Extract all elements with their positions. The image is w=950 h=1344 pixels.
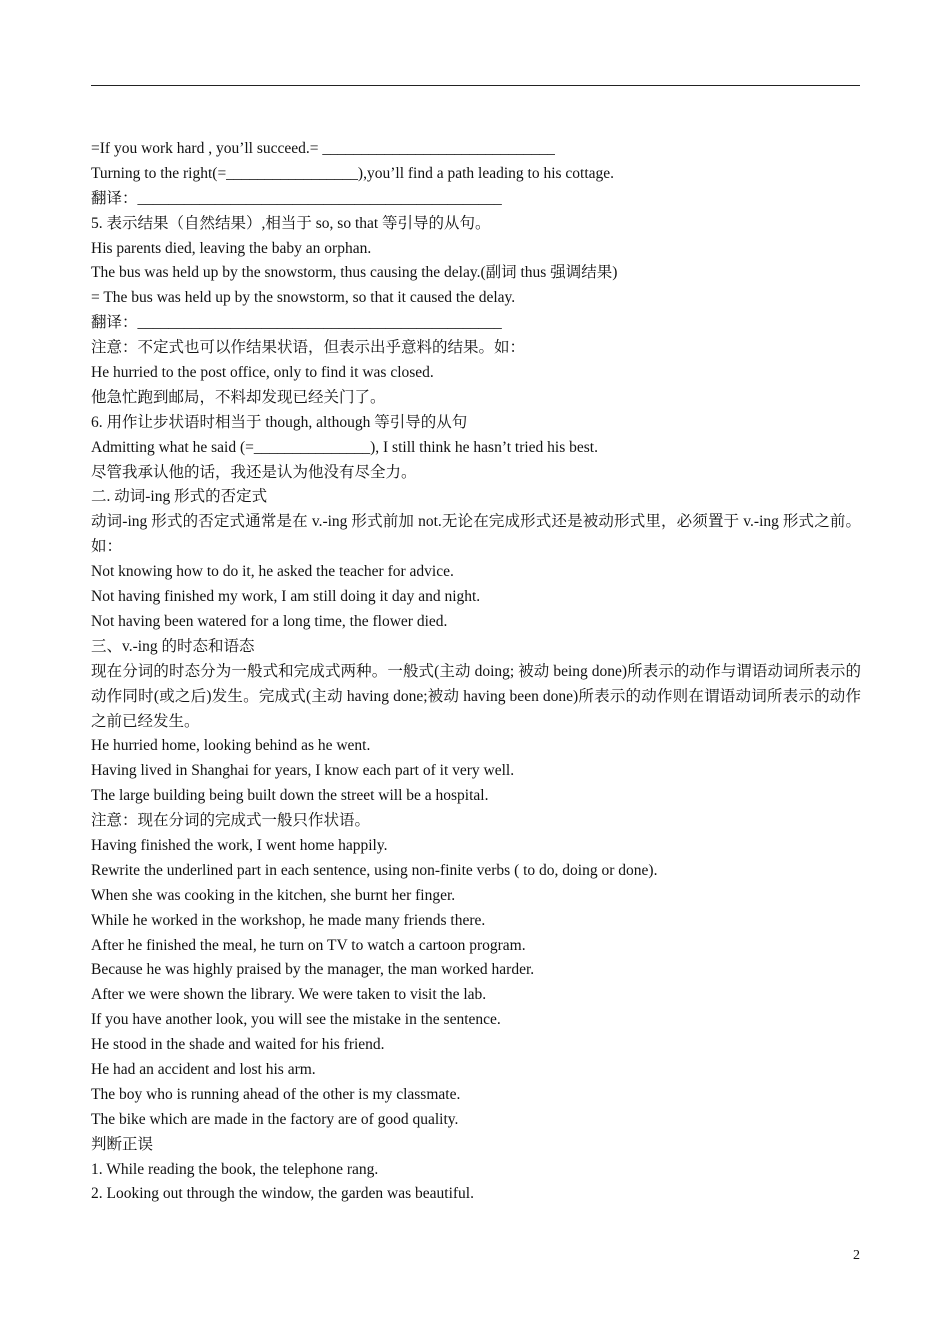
exercise-item: After we were shown the library. We were taken to visit the lab. xyxy=(91,986,487,1004)
text-line: He hurried to the post office, only to find it was closed. xyxy=(91,364,434,382)
text-line: He hurried home, looking behind as he went. xyxy=(91,737,371,755)
text-line: Not having been watered for a long time, the flower died. xyxy=(91,612,448,630)
paragraph: 现在分词的时态分为一般式和完成式两种。一般式(主动 doing; 被动 being done)所表示的动作与谓语动词所表示的动作同时(或之后)发生。完成式(主动 having done;被动 having been done)所表示的动作则在谓语动词所表示的动作之前已经发生。 xyxy=(91,662,861,730)
exercise-item: When she was cooking in the kitchen, she burnt her finger. xyxy=(91,886,456,904)
text-line: Admitting what he said (=_______________), I still think he hasn’t tried his best. xyxy=(91,438,598,456)
document-body xyxy=(91,137,861,1207)
text-line: The bus was held up by the snowstorm, thus causing the delay.(副词 thus 强调结果) xyxy=(91,264,618,282)
text-line: Turning to the right(=_________________),you’ll find a path leading to his cottage. xyxy=(91,164,615,182)
text-line: Having lived in Shanghai for years, I know each part of it very well. xyxy=(91,762,515,780)
exercise-item: If you have another look, you will see the mistake in the sentence. xyxy=(91,1011,501,1029)
note-line: 注意：不定式也可以作结果状语，但表示出乎意料的结果。如： xyxy=(91,339,526,357)
text-line: 翻译：_______________________________________________ xyxy=(91,314,502,332)
text-line: 尽管我承认他的话，我还是认为他没有尽全力。 xyxy=(91,463,417,481)
section-heading: 三、v.-ing 的时态和语态 xyxy=(91,637,255,655)
section-heading: 二. 动词-ing 形式的否定式 xyxy=(91,488,268,506)
header-rule xyxy=(91,85,860,86)
exercise-item: 1. While reading the book, the telephone rang. xyxy=(91,1160,379,1178)
text-line: The large building being built down the street will be a hospital. xyxy=(91,787,489,805)
section-heading: 6. 用作让步状语时相当于 though, although 等引导的从句 xyxy=(91,413,468,431)
section-heading: 5. 表示结果（自然结果）,相当于 so, so that 等引导的从句。 xyxy=(91,214,491,232)
note-line: 注意：现在分词的完成式一般只作状语。 xyxy=(91,812,371,830)
paragraph: 动词-ing 形式的否定式通常是在 v.-ing 形式前加 not.无论在完成形式还是被动形式里，必须置于 v.-ing 形式之前。如： xyxy=(91,513,861,556)
exercise-item: The bike which are made in the factory are of good quality. xyxy=(91,1110,459,1128)
exercise-item: After he finished the meal, he turn on TV to watch a cartoon program. xyxy=(91,936,526,954)
text-line: Having finished the work, I went home happily. xyxy=(91,837,388,855)
exercise-item: While he worked in the workshop, he made many friends there. xyxy=(91,911,486,929)
text-line: 他急忙跑到邮局，不料却发现已经关门了。 xyxy=(91,388,386,406)
text-line: =If you work hard , you’ll succeed.= ______________________________ xyxy=(91,140,555,157)
text-line: Not having finished my work, I am still doing it day and night. xyxy=(91,588,481,606)
exercise-item: Because he was highly praised by the manager, the man worked harder. xyxy=(91,961,535,979)
text-line: Not knowing how to do it, he asked the teacher for advice. xyxy=(91,563,454,581)
exercise-item: He stood in the shade and waited for his friend. xyxy=(91,1036,385,1054)
section-heading: 判断正误 xyxy=(91,1135,154,1153)
text-line: His parents died, leaving the baby an orphan. xyxy=(91,239,372,257)
page-number: 2 xyxy=(853,1248,860,1263)
text-line: = The bus was held up by the snowstorm, so that it caused the delay. xyxy=(91,289,516,307)
exercise-instruction: Rewrite the underlined part in each sentence, using non-finite verbs ( to do, doing or done). xyxy=(91,861,658,879)
exercise-item: 2. Looking out through the window, the garden was beautiful. xyxy=(91,1185,474,1203)
text-line: 翻译：_______________________________________________ xyxy=(91,189,502,207)
exercise-item: The boy who is running ahead of the other is my classmate. xyxy=(91,1085,461,1103)
exercise-item: He had an accident and lost his arm. xyxy=(91,1061,316,1079)
